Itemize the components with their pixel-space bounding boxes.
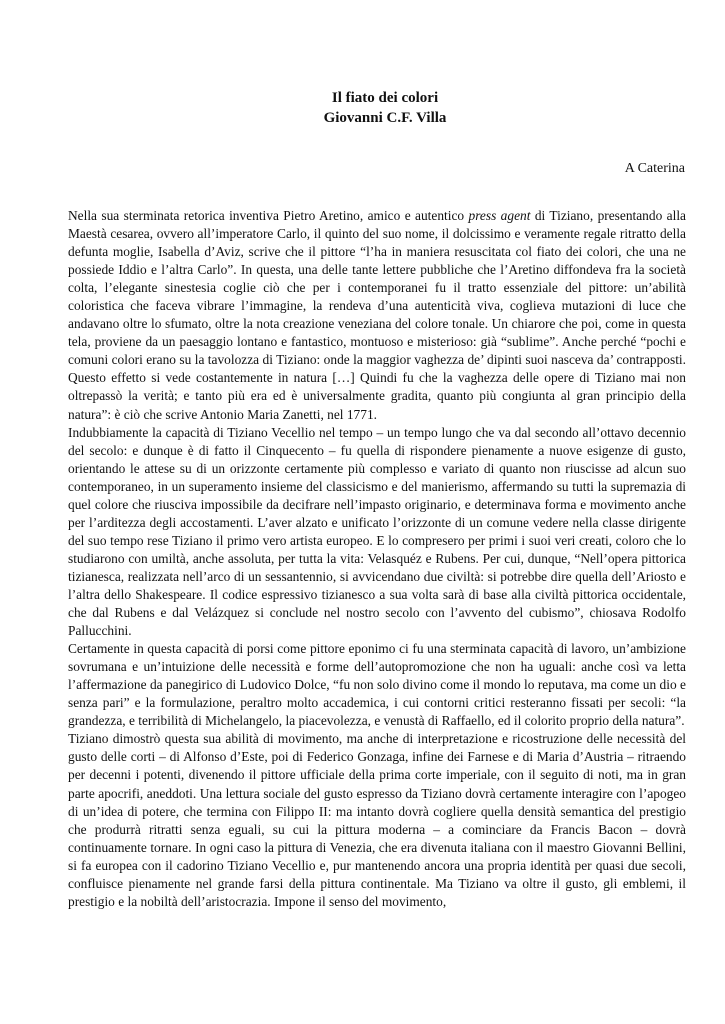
dedication: A Caterina — [624, 161, 685, 176]
paragraph-2: Indubbiamente la capacità di Tiziano Vecellio nel tempo – un tempo lungo che va dal secondo all’ottavo decennio del secolo: e dunque è di fatto il Cinquecento – fu quella di rispondere pienamente a nuove esigenze di gusto, orientando le attese su di un orizzonte certamente più complesso e variato di quanto non riuscisse ad alcun suo contemporaneo, in un superamento insieme del classicismo e del manierismo, affermando su tutti la supremazia di quel colore che riusciva impossibile da decifrare nell’impasto originario, e determinava forma e movimento anche per l’arditezza degli accostamenti. L’aver alzato e unificato l’orizzonte di un comune vedere nella classe dirigente del suo tempo rese Tiziano il primo vero artista europeo. E lo compresero per primi i suoi veri creati, coloro che lo studiarono con umiltà, anche assoluta, per tutta la vita: Velasquéz e Rubens. Per cui, dunque, “Nell’opera pittorica tizianesca, realizzata nell’arco di un sessantennio, si avvicendano due civiltà: si potrebbe dire quella dell’Ariosto e l’altra dello Shakespeare. Il codice espressivo tizianesco a sua volta sarà di base alla civiltà pittorica occidentale, che dal Rubens e dal Velázquez si conclude nel nostro secolo con l’avvento del cubismo”, chiosava Rodolfo Pallucchini. — [68, 424, 686, 639]
author-name: Giovanni C.F. Villa — [323, 110, 447, 126]
body-text — [68, 207, 686, 911]
paragraph-1: Nella sua sterminata retorica inventiva Pietro Aretino, amico e autentico press agent di Tiziano, presentando alla Maestà cesarea, ovvero all’imperatore Carlo, il quinto del suo nome, il dolcissimo e veramente regale ritratto della defunta moglie, Isabella d’Aviz, scrive che il pittore “l’ha in maniera resuscitata col fiato dei colori, che una ne possiede Iddio e l’altra Carlo”. In questa, una delle tante lettere pubbliche che l’Aretino diffondeva fra la società colta, l’elegante sinestesia coglie ciò che per i contemporanei fu il tratto essenziale del pittore: un’abilità coloristica che faceva vibrare l’immagine, la rendeva d’una autenticità viva, coglieva mutazioni di luce che andavano oltre lo sfumato, oltre la nota creazione veneziana del colore tonale. Un chiarore che poi, come in questa tela, proviene da un paesaggio lontano e fantastico, montuoso e misterioso: già “sublime”. Anche perché “pochi e comuni colori erano su la tavolozza di Tiziano: onde la maggior vaghezza de’ dipinti suoi nasceva da’ contrapposti. Questo effetto si vede costantemente in natura […] Quindi fu che la vaghezza delle opere di Tiziano mai non oltrepassò la verità; e tanto più era ed è universalmente gradita, quanto più congiunta al gran principio della natura”: è ciò che scrive Antonio Maria Zanetti, nel 1771. — [68, 208, 686, 422]
paragraph-3: Certamente in questa capacità di porsi come pittore eponimo ci fu una sterminata capacità di lavoro, un’ambizione sovrumana e un’intuizione delle necessità e forme dell’autopromozione che non ha uguali: anche così va letta l’affermazione da panegirico di Ludovico Dolce, “fu non solo divino come il mondo lo reputava, ma come un dio e senza pari” e la formulazione, peraltro molto accademica, i cui contorni critici resteranno fissati per secoli: “la grandezza, e terribilità di Michelangelo, la piacevolezza, e venustà di Raffaello, ed il colorito proprio della natura”. — [68, 641, 686, 729]
title-block — [0, 88, 725, 128]
paragraph-4: Tiziano dimostrò questa sua abilità di movimento, ma anche di interpretazione e ricostruzione delle necessità del gusto delle corti – di Alfonso d’Este, poi di Federico Gonzaga, infine dei Farnese e di Maria d’Austria – ritraendo per decenni i potenti, divenendo il pittore ufficiale della prima corte imperiale, con il seguito di noti, ma in gran parte apocrifi, aneddoti. Una lettura sociale del gusto espresso da Tiziano dovrà certamente interagire con l’apogeo di un’idea di potere, che termina con Filippo II: ma intanto dovrà cogliere quella densità semantica del prestigio che produrrà ritratti senza eguali, su cui la pittura moderna – a cominciare da Francis Bacon – dovrà continuamente tornare. In ogni caso la pittura di Venezia, che era divenuta italiana con il maestro Giovanni Bellini, si fa europea con il cadorino Tiziano Vecellio e, pur mantenendo ancora una propria identità per quasi due secoli, confluisce pienamente nel grande farsi della pittura continentale. Ma Tiziano va oltre il gusto, gli emblemi, il prestigio e la nobiltà dell’aristocrazia. Impone il senso del movimento, — [68, 731, 686, 909]
italic-term: press agent — [468, 208, 531, 223]
essay-title: Il fiato dei colori — [331, 90, 439, 106]
